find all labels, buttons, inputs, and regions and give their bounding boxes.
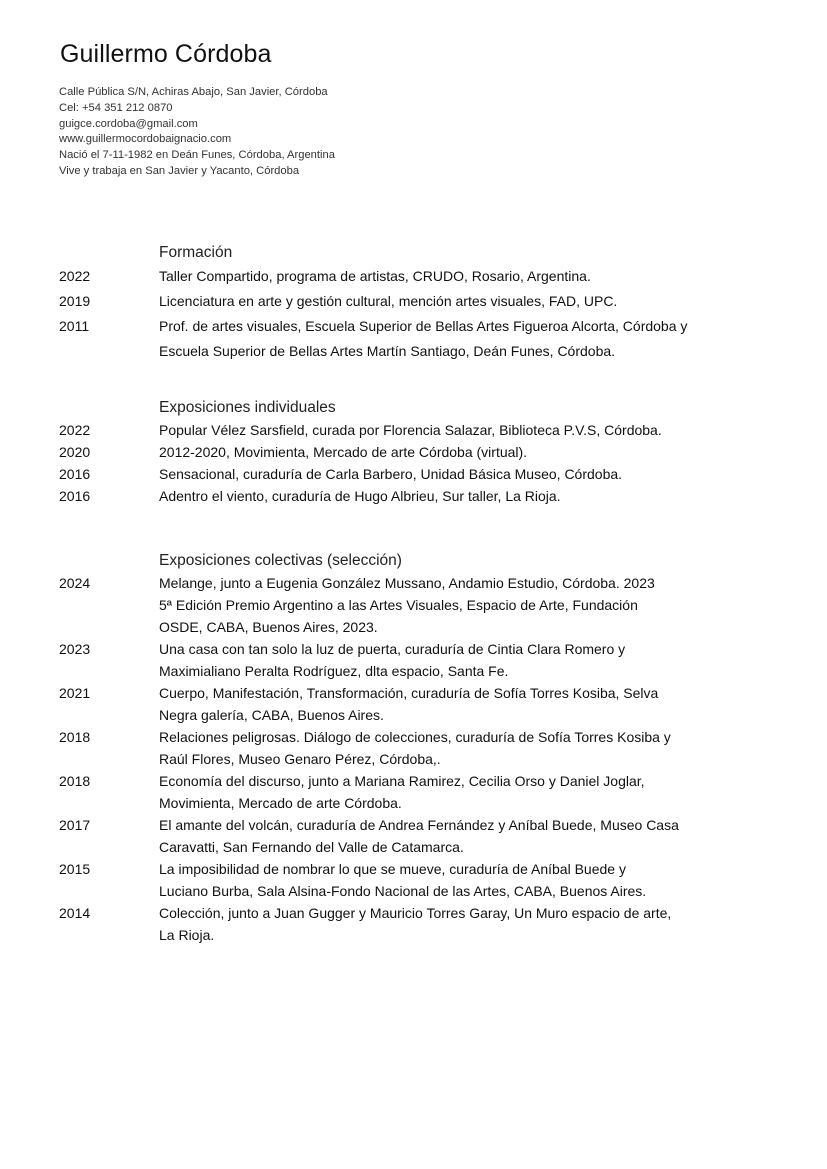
entry-year: 2021 — [59, 685, 91, 701]
entry-line: Melange, junto a Eugenia González Mussano, Andamio Estudio, Córdoba. 2023 — [159, 575, 655, 591]
cv-entry — [59, 289, 759, 314]
cv-entry — [59, 682, 759, 726]
entry-description — [159, 902, 759, 946]
entry-description — [159, 485, 759, 507]
entry-description — [159, 314, 759, 364]
entry-line: La Rioja. — [159, 927, 215, 943]
entry-line: Raúl Flores, Museo Genaro Pérez, Córdoba,. — [159, 751, 441, 767]
cv-entry — [59, 726, 759, 770]
cv-entry — [59, 902, 759, 946]
entry-line: Prof. de artes visuales, Escuela Superior de Bellas Artes Figueroa Alcorta, Córdoba y — [159, 318, 688, 334]
entry-year: 2022 — [59, 422, 91, 438]
entry-description — [159, 726, 759, 770]
cv-entry — [59, 572, 759, 638]
cv-entry — [59, 463, 759, 485]
entry-line: Movimienta, Mercado de arte Córdoba. — [159, 795, 402, 811]
entry-line: Cuerpo, Manifestación, Transformación, curaduría de Sofía Torres Kosiba, Selva — [159, 685, 659, 701]
entry-description — [159, 770, 759, 814]
entry-year: 2016 — [59, 488, 91, 504]
cv-entry — [59, 314, 759, 364]
entry-description — [159, 463, 759, 485]
entry-year: 2024 — [59, 575, 91, 591]
entry-description — [159, 289, 759, 314]
cv-entry — [59, 264, 759, 289]
entry-line: Luciano Burba, Sala Alsina-Fondo Nacional de las Artes, CABA, Buenos Aires. — [159, 883, 647, 899]
entry-line: Relaciones peligrosas. Diálogo de colecciones, curaduría de Sofía Torres Kosiba y — [159, 729, 671, 745]
entry-description — [159, 264, 759, 289]
entry-description — [159, 858, 759, 902]
entry-line: Colección, junto a Juan Gugger y Mauricio Torres Garay, Un Muro espacio de arte, — [159, 905, 672, 921]
cv-entry — [59, 419, 759, 441]
cv-entry — [59, 485, 759, 507]
entry-description — [159, 814, 759, 858]
entry-year: 2023 — [59, 641, 91, 657]
contact-address: Calle Pública S/N, Achiras Abajo, San Javier, Córdoba — [59, 86, 328, 98]
entry-description — [159, 682, 759, 726]
entry-line: Sensacional, curaduría de Carla Barbero, Unidad Básica Museo, Córdoba. — [159, 466, 623, 482]
entry-year: 2011 — [59, 318, 90, 334]
entry-year: 2018 — [59, 729, 91, 745]
entry-year: 2016 — [59, 466, 91, 482]
cv-entry — [59, 814, 759, 858]
contact-phone: Cel: +54 351 212 0870 — [59, 101, 173, 114]
cv-entry — [59, 638, 759, 682]
contact-block — [59, 85, 335, 180]
contact-residence: Vive y trabaja en San Javier y Yacanto, Córdoba — [59, 164, 300, 177]
entry-year: 2017 — [59, 817, 91, 833]
cv-name: Guillermo Córdoba — [60, 40, 272, 68]
entry-line: Adentro el viento, curaduría de Hugo Albrieu, Sur taller, La Rioja. — [159, 488, 561, 504]
entry-line: Economía del discurso, junto a Mariana Ramirez, Cecilia Orso y Daniel Joglar, — [159, 773, 645, 789]
entry-year: 2020 — [59, 444, 91, 460]
entry-line: La imposibilidad de nombrar lo que se mueve, curaduría de Aníbal Buede y — [159, 861, 626, 877]
entry-line: 2012-2020, Movimienta, Mercado de arte Córdoba (virtual). — [159, 444, 528, 460]
entry-year: 2015 — [59, 861, 91, 877]
entry-line: Popular Vélez Sarsfield, curada por Florencia Salazar, Biblioteca P.V.S, Córdoba. — [159, 422, 662, 438]
entry-description — [159, 572, 759, 638]
entry-line: Negra galería, CABA, Buenos Aires. — [159, 707, 384, 723]
section-title-individuales: Exposiciones individuales — [159, 399, 336, 416]
entry-year: 2014 — [59, 905, 91, 921]
entry-description — [159, 638, 759, 682]
entry-line: Licenciatura en arte y gestión cultural, mención artes visuales, FAD, UPC. — [159, 293, 618, 309]
entry-year: 2022 — [59, 268, 91, 284]
entry-description — [159, 419, 759, 441]
entry-line: OSDE, CABA, Buenos Aires, 2023. — [159, 619, 378, 635]
cv-entry — [59, 441, 759, 463]
entry-line: Escuela Superior de Bellas Artes Martín Santiago, Deán Funes, Córdoba. — [159, 343, 616, 359]
cv-entry — [59, 858, 759, 902]
entry-line: Maximialiano Peralta Rodríguez, dlta espacio, Santa Fe. — [159, 663, 509, 679]
section-title-colectivas: Exposiciones colectivas (selección) — [159, 552, 402, 569]
entry-line: Taller Compartido, programa de artistas, CRUDO, Rosario, Argentina. — [159, 268, 591, 284]
entry-year: 2018 — [59, 773, 91, 789]
section-exposiciones-individuales — [59, 397, 759, 507]
cv-entry — [59, 770, 759, 814]
entry-line: El amante del volcán, curaduría de Andrea Fernández y Aníbal Buede, Museo Casa — [159, 817, 679, 833]
contact-birth: Nació el 7-11-1982 en Deán Funes, Córdoba, Argentina — [59, 149, 335, 162]
entry-line: Una casa con tan solo la luz de puerta, curaduría de Cintia Clara Romero y — [159, 641, 626, 657]
entry-year: 2019 — [59, 293, 91, 309]
entry-line: Caravatti, San Fernando del Valle de Catamarca. — [159, 839, 464, 855]
section-formacion — [59, 242, 759, 364]
entry-line: 5ª Edición Premio Argentino a las Artes Visuales, Espacio de Arte, Fundación — [159, 597, 638, 613]
section-title-formacion: Formación — [159, 244, 233, 261]
contact-email[interactable]: guigce.cordoba@gmail.com — [59, 117, 198, 130]
entry-description — [159, 441, 759, 463]
section-exposiciones-colectivas — [59, 550, 759, 946]
contact-website[interactable]: www.guillermocordobaignacio.com — [59, 133, 232, 146]
